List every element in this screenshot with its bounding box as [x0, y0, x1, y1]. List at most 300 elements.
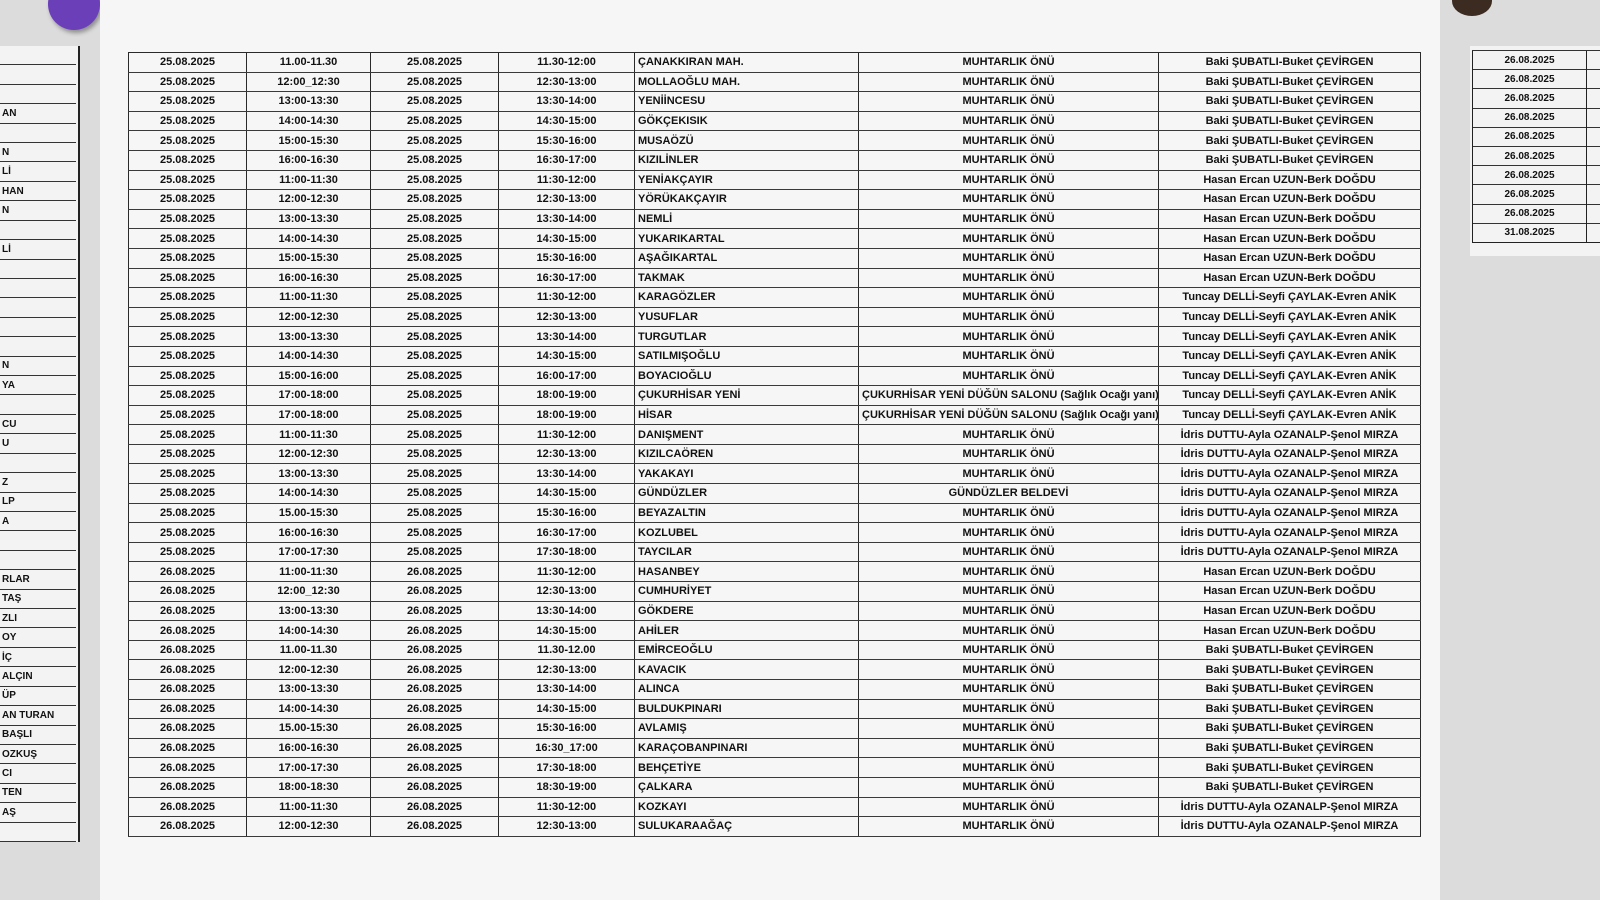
location-cell: AHİLER	[635, 621, 859, 641]
location-cell: GÜNDÜZLER	[635, 484, 859, 504]
date-cell-2: 25.08.2025	[371, 523, 499, 543]
date-cell-2: 25.08.2025	[371, 366, 499, 386]
date-cell-2: 26.08.2025	[371, 621, 499, 641]
right-empty-cell	[1587, 108, 1600, 127]
time-cell: 12:00_12:30	[247, 582, 371, 602]
date-cell: 26.08.2025	[129, 601, 247, 621]
time-cell: 17:00-17:30	[247, 758, 371, 778]
time-cell: 14:00-14:30	[247, 484, 371, 504]
table-row	[129, 327, 1421, 347]
location-cell: ÇALKARA	[635, 777, 859, 797]
left-fragment-cell: RLAR	[0, 570, 76, 589]
time-cell: 16:00-16:30	[247, 150, 371, 170]
staff-cell: Tuncay DELLİ-Seyfi ÇAYLAK-Evren ANİK	[1159, 405, 1421, 425]
date-cell-2: 26.08.2025	[371, 738, 499, 758]
right-empty-cell	[1587, 51, 1600, 70]
time-cell: 12:00-12:30	[247, 660, 371, 680]
right-table-row	[1473, 204, 1600, 223]
location-cell: KARAGÖZLER	[635, 288, 859, 308]
staff-cell: Tuncay DELLİ-Seyfi ÇAYLAK-Evren ANİK	[1159, 366, 1421, 386]
place-cell: MUHTARLIK ÖNÜ	[859, 680, 1159, 700]
staff-cell: İdris DUTTU-Ayla OZANALP-Şenol MIRZA	[1159, 817, 1421, 837]
location-cell: ALINCA	[635, 680, 859, 700]
staff-cell: Baki ŞUBATLI-Buket ÇEVİRGEN	[1159, 72, 1421, 92]
time-cell: 13:00-13:30	[247, 680, 371, 700]
date-cell: 26.08.2025	[129, 738, 247, 758]
time-cell-2: 16:30-17:00	[499, 523, 635, 543]
right-table-row	[1473, 127, 1600, 146]
table-row	[129, 209, 1421, 229]
table-row	[129, 72, 1421, 92]
left-fragment-cell: İÇ	[0, 648, 76, 667]
staff-cell: Hasan Ercan UZUN-Berk DOĞDU	[1159, 190, 1421, 210]
dark-pushpin	[1452, 0, 1492, 16]
date-cell-2: 25.08.2025	[371, 464, 499, 484]
time-cell: 11:00-11:30	[247, 170, 371, 190]
left-fragment-cell	[0, 85, 76, 104]
right-date-cell: 31.08.2025	[1473, 223, 1587, 242]
right-table-row	[1473, 51, 1600, 70]
staff-cell: Baki ŞUBATLI-Buket ÇEVİRGEN	[1159, 92, 1421, 112]
left-fragment-cell: YA	[0, 376, 76, 395]
date-cell-2: 25.08.2025	[371, 327, 499, 347]
right-table-row	[1473, 89, 1600, 108]
time-cell-2: 15:30-16:00	[499, 131, 635, 151]
time-cell-2: 14:30-15:00	[499, 621, 635, 641]
time-cell: 15:00-16:00	[247, 366, 371, 386]
time-cell: 16:00-16:30	[247, 523, 371, 543]
date-cell: 25.08.2025	[129, 542, 247, 562]
staff-cell: İdris DUTTU-Ayla OZANALP-Şenol MIRZA	[1159, 425, 1421, 445]
time-cell: 17:00-18:00	[247, 405, 371, 425]
time-cell: 17:00-18:00	[247, 386, 371, 406]
date-cell: 25.08.2025	[129, 288, 247, 308]
location-cell: HASANBEY	[635, 562, 859, 582]
table-row	[129, 640, 1421, 660]
left-fragment-cell: AN	[0, 104, 76, 123]
location-cell: YAKAKAYI	[635, 464, 859, 484]
left-fragment-cell: Z	[0, 473, 76, 492]
date-cell-2: 25.08.2025	[371, 111, 499, 131]
left-fragment-cell: CU	[0, 415, 76, 434]
time-cell-2: 14:30-15:00	[499, 346, 635, 366]
table-row	[129, 503, 1421, 523]
right-empty-cell	[1587, 70, 1600, 89]
date-cell-2: 25.08.2025	[371, 444, 499, 464]
location-cell: YUKARIKARTAL	[635, 229, 859, 249]
staff-cell: Hasan Ercan UZUN-Berk DOĞDU	[1159, 601, 1421, 621]
left-fragment-cell: Lİ	[0, 162, 76, 181]
left-fragment-cell: N	[0, 143, 76, 162]
date-cell-2: 25.08.2025	[371, 484, 499, 504]
place-cell: MUHTARLIK ÖNÜ	[859, 248, 1159, 268]
table-row	[129, 346, 1421, 366]
left-fragment-cell: N	[0, 201, 76, 220]
staff-cell: Hasan Ercan UZUN-Berk DOĞDU	[1159, 248, 1421, 268]
table-row	[129, 229, 1421, 249]
table-row	[129, 660, 1421, 680]
staff-cell: Baki ŞUBATLI-Buket ÇEVİRGEN	[1159, 131, 1421, 151]
date-cell-2: 25.08.2025	[371, 170, 499, 190]
table-row	[129, 797, 1421, 817]
place-cell: MUHTARLIK ÖNÜ	[859, 523, 1159, 543]
location-cell: YUSUFLAR	[635, 307, 859, 327]
date-cell-2: 25.08.2025	[371, 405, 499, 425]
time-cell: 14:00-14:30	[247, 346, 371, 366]
place-cell: ÇUKURHİSAR YENİ DÜĞÜN SALONU (Sağlık Ocağı yanı)	[859, 405, 1159, 425]
time-cell-2: 13:30-14:00	[499, 601, 635, 621]
left-fragment-cell	[0, 318, 76, 337]
staff-cell: İdris DUTTU-Ayla OZANALP-Şenol MIRZA	[1159, 523, 1421, 543]
date-cell-2: 25.08.2025	[371, 307, 499, 327]
location-cell: BULDUKPINARI	[635, 699, 859, 719]
time-cell: 12:00-12:30	[247, 190, 371, 210]
time-cell-2: 17:30-18:00	[499, 542, 635, 562]
left-fragment-cell: ZLI	[0, 609, 76, 628]
table-row	[129, 542, 1421, 562]
right-date-cell: 26.08.2025	[1473, 89, 1587, 108]
date-cell: 25.08.2025	[129, 386, 247, 406]
table-row	[129, 680, 1421, 700]
location-cell: GÖKÇEKISIK	[635, 111, 859, 131]
left-fragment-cell: Lİ	[0, 240, 76, 259]
place-cell: MUHTARLIK ÖNÜ	[859, 464, 1159, 484]
location-cell: ÇUKURHİSAR YENİ	[635, 386, 859, 406]
location-cell: KAVACIK	[635, 660, 859, 680]
staff-cell: Hasan Ercan UZUN-Berk DOĞDU	[1159, 621, 1421, 641]
right-table-row	[1473, 223, 1600, 242]
location-cell: BEHÇETİYE	[635, 758, 859, 778]
date-cell: 25.08.2025	[129, 484, 247, 504]
time-cell-2: 11:30-12:00	[499, 425, 635, 445]
date-cell-2: 26.08.2025	[371, 719, 499, 739]
staff-cell: Hasan Ercan UZUN-Berk DOĞDU	[1159, 170, 1421, 190]
time-cell-2: 15:30-16:00	[499, 719, 635, 739]
location-cell: BOYACIOĞLU	[635, 366, 859, 386]
time-cell-2: 12:30-13:00	[499, 444, 635, 464]
place-cell: MUHTARLIK ÖNÜ	[859, 425, 1159, 445]
left-fragment-cell: U	[0, 434, 76, 453]
date-cell: 26.08.2025	[129, 719, 247, 739]
location-cell: YENİİNCESU	[635, 92, 859, 112]
left-fragment-cell: AN TURAN	[0, 706, 76, 725]
date-cell-2: 25.08.2025	[371, 53, 499, 73]
location-cell: CUMHURİYET	[635, 582, 859, 602]
time-cell-2: 12:30-13:00	[499, 72, 635, 92]
time-cell-2: 17:30-18:00	[499, 758, 635, 778]
left-fragment-cell: AŞ	[0, 803, 76, 822]
location-cell: ÇANAKKIRAN MAH.	[635, 53, 859, 73]
place-cell: MUHTARLIK ÖNÜ	[859, 307, 1159, 327]
left-fragment-cell	[0, 298, 76, 317]
table-row	[129, 425, 1421, 445]
staff-cell: İdris DUTTU-Ayla OZANALP-Şenol MIRZA	[1159, 444, 1421, 464]
staff-cell: Baki ŞUBATLI-Buket ÇEVİRGEN	[1159, 680, 1421, 700]
time-cell: 15.00-15:30	[247, 503, 371, 523]
purple-pushpin	[48, 0, 100, 30]
time-cell-2: 11:30-12:00	[499, 288, 635, 308]
time-cell: 12:00-12:30	[247, 817, 371, 837]
place-cell: MUHTARLIK ÖNÜ	[859, 288, 1159, 308]
location-cell: BEYAZALTIN	[635, 503, 859, 523]
location-cell: MOLLAOĞLU MAH.	[635, 72, 859, 92]
time-cell-2: 12:30-13:00	[499, 190, 635, 210]
staff-cell: Baki ŞUBATLI-Buket ÇEVİRGEN	[1159, 719, 1421, 739]
table-row	[129, 170, 1421, 190]
date-cell: 25.08.2025	[129, 444, 247, 464]
time-cell-2: 14:30-15:00	[499, 699, 635, 719]
left-fragment-cell	[0, 279, 76, 298]
staff-cell: Tuncay DELLİ-Seyfi ÇAYLAK-Evren ANİK	[1159, 307, 1421, 327]
place-cell: MUHTARLIK ÖNÜ	[859, 92, 1159, 112]
time-cell: 13:00-13:30	[247, 464, 371, 484]
location-cell: AŞAĞIKARTAL	[635, 248, 859, 268]
time-cell: 16:00-16:30	[247, 738, 371, 758]
right-date-cell: 26.08.2025	[1473, 166, 1587, 185]
date-cell-2: 26.08.2025	[371, 640, 499, 660]
location-cell: KARAÇOBANPINARI	[635, 738, 859, 758]
date-cell: 25.08.2025	[129, 190, 247, 210]
place-cell: MUHTARLIK ÖNÜ	[859, 601, 1159, 621]
date-cell: 25.08.2025	[129, 268, 247, 288]
location-cell: SULUKARAAĞAÇ	[635, 817, 859, 837]
time-cell: 11.00-11.30	[247, 640, 371, 660]
time-cell: 13:00-13:30	[247, 601, 371, 621]
time-cell-2: 11.30-12.00	[499, 640, 635, 660]
place-cell: MUHTARLIK ÖNÜ	[859, 542, 1159, 562]
date-cell: 25.08.2025	[129, 111, 247, 131]
right-empty-cell	[1587, 185, 1600, 204]
place-cell: MUHTARLIK ÖNÜ	[859, 53, 1159, 73]
table-row	[129, 758, 1421, 778]
time-cell: 13:00-13:30	[247, 327, 371, 347]
location-cell: KIZILİNLER	[635, 150, 859, 170]
date-cell: 26.08.2025	[129, 640, 247, 660]
date-cell: 26.08.2025	[129, 680, 247, 700]
location-cell: HİSAR	[635, 405, 859, 425]
place-cell: MUHTARLIK ÖNÜ	[859, 346, 1159, 366]
place-cell: MUHTARLIK ÖNÜ	[859, 817, 1159, 837]
left-fragment-cell	[0, 454, 76, 473]
location-cell: EMİRCEOĞLU	[635, 640, 859, 660]
time-cell-2: 11.30-12:00	[499, 53, 635, 73]
location-cell: NEMLİ	[635, 209, 859, 229]
location-cell: TURGUTLAR	[635, 327, 859, 347]
left-fragment-cell: A	[0, 512, 76, 531]
date-cell: 25.08.2025	[129, 523, 247, 543]
date-cell-2: 25.08.2025	[371, 209, 499, 229]
time-cell-2: 13:30-14:00	[499, 209, 635, 229]
time-cell-2: 11:30-12:00	[499, 797, 635, 817]
time-cell: 13:00-13:30	[247, 92, 371, 112]
right-empty-cell	[1587, 127, 1600, 146]
date-cell-2: 26.08.2025	[371, 582, 499, 602]
place-cell: MUHTARLIK ÖNÜ	[859, 660, 1159, 680]
date-cell-2: 25.08.2025	[371, 72, 499, 92]
right-date-cell: 26.08.2025	[1473, 185, 1587, 204]
time-cell-2: 12:30-13:00	[499, 817, 635, 837]
table-row	[129, 366, 1421, 386]
date-cell-2: 26.08.2025	[371, 660, 499, 680]
date-cell: 25.08.2025	[129, 209, 247, 229]
table-row	[129, 268, 1421, 288]
place-cell: MUHTARLIK ÖNÜ	[859, 170, 1159, 190]
table-row	[129, 699, 1421, 719]
staff-cell: Baki ŞUBATLI-Buket ÇEVİRGEN	[1159, 660, 1421, 680]
date-cell-2: 25.08.2025	[371, 503, 499, 523]
date-cell: 26.08.2025	[129, 777, 247, 797]
left-fragment-cell: OY	[0, 628, 76, 647]
date-cell-2: 25.08.2025	[371, 386, 499, 406]
right-empty-cell	[1587, 223, 1600, 242]
time-cell-2: 11:30-12:00	[499, 170, 635, 190]
time-cell-2: 12:30-13:00	[499, 582, 635, 602]
time-cell-2: 13:30-14:00	[499, 680, 635, 700]
date-cell: 25.08.2025	[129, 405, 247, 425]
right-date-cell: 26.08.2025	[1473, 204, 1587, 223]
table-row	[129, 738, 1421, 758]
left-fragment-cell	[0, 551, 76, 570]
right-table-row	[1473, 108, 1600, 127]
date-cell-2: 26.08.2025	[371, 797, 499, 817]
date-cell: 26.08.2025	[129, 817, 247, 837]
place-cell: MUHTARLIK ÖNÜ	[859, 229, 1159, 249]
staff-cell: Hasan Ercan UZUN-Berk DOĞDU	[1159, 562, 1421, 582]
date-cell-2: 25.08.2025	[371, 150, 499, 170]
time-cell-2: 15:30-16:00	[499, 503, 635, 523]
time-cell-2: 15:30-16:00	[499, 248, 635, 268]
table-row	[129, 719, 1421, 739]
date-cell: 25.08.2025	[129, 150, 247, 170]
staff-cell: Baki ŞUBATLI-Buket ÇEVİRGEN	[1159, 111, 1421, 131]
staff-cell: Baki ŞUBATLI-Buket ÇEVİRGEN	[1159, 150, 1421, 170]
table-row	[129, 777, 1421, 797]
left-fragment-cell	[0, 221, 76, 240]
location-cell: MUSAÖZÜ	[635, 131, 859, 151]
date-cell: 25.08.2025	[129, 425, 247, 445]
staff-cell: Tuncay DELLİ-Seyfi ÇAYLAK-Evren ANİK	[1159, 346, 1421, 366]
date-cell: 25.08.2025	[129, 53, 247, 73]
date-cell: 25.08.2025	[129, 170, 247, 190]
date-cell: 26.08.2025	[129, 582, 247, 602]
staff-cell: İdris DUTTU-Ayla OZANALP-Şenol MIRZA	[1159, 797, 1421, 817]
time-cell: 12:00-12:30	[247, 307, 371, 327]
date-cell-2: 25.08.2025	[371, 288, 499, 308]
staff-cell: Baki ŞUBATLI-Buket ÇEVİRGEN	[1159, 777, 1421, 797]
right-empty-cell	[1587, 146, 1600, 165]
date-cell: 25.08.2025	[129, 307, 247, 327]
left-fragment-cell: N	[0, 357, 76, 376]
date-cell-2: 25.08.2025	[371, 425, 499, 445]
date-cell: 25.08.2025	[129, 503, 247, 523]
staff-cell: Hasan Ercan UZUN-Berk DOĞDU	[1159, 229, 1421, 249]
place-cell: MUHTARLIK ÖNÜ	[859, 738, 1159, 758]
right-empty-cell	[1587, 166, 1600, 185]
table-row	[129, 562, 1421, 582]
location-cell: GÖKDERE	[635, 601, 859, 621]
date-cell-2: 25.08.2025	[371, 346, 499, 366]
time-cell: 13:00-13:30	[247, 209, 371, 229]
date-cell-2: 25.08.2025	[371, 131, 499, 151]
time-cell: 12:00-12:30	[247, 444, 371, 464]
schedule-table	[128, 52, 1421, 837]
table-row	[129, 190, 1421, 210]
time-cell-2: 18:00-19:00	[499, 386, 635, 406]
left-fragment-cell	[0, 65, 76, 84]
staff-cell: Tuncay DELLİ-Seyfi ÇAYLAK-Evren ANİK	[1159, 288, 1421, 308]
time-cell: 11:00-11:30	[247, 288, 371, 308]
date-cell: 25.08.2025	[129, 72, 247, 92]
place-cell: MUHTARLIK ÖNÜ	[859, 150, 1159, 170]
table-row	[129, 131, 1421, 151]
table-row	[129, 621, 1421, 641]
staff-cell: Tuncay DELLİ-Seyfi ÇAYLAK-Evren ANİK	[1159, 327, 1421, 347]
date-cell-2: 26.08.2025	[371, 817, 499, 837]
right-empty-cell	[1587, 204, 1600, 223]
time-cell: 17:00-17:30	[247, 542, 371, 562]
time-cell: 14:00-14:30	[247, 699, 371, 719]
time-cell: 15:00-15:30	[247, 248, 371, 268]
place-cell: MUHTARLIK ÖNÜ	[859, 719, 1159, 739]
left-fragment-cell: TEN	[0, 784, 76, 803]
right-table-row	[1473, 166, 1600, 185]
date-cell: 25.08.2025	[129, 229, 247, 249]
location-cell: AVLAMIŞ	[635, 719, 859, 739]
time-cell: 14:00-14:30	[247, 111, 371, 131]
table-row	[129, 150, 1421, 170]
time-cell: 14:00-14:30	[247, 621, 371, 641]
time-cell-2: 16:30_17:00	[499, 738, 635, 758]
place-cell: MUHTARLIK ÖNÜ	[859, 111, 1159, 131]
table-row	[129, 484, 1421, 504]
time-cell: 16:00-16:30	[247, 268, 371, 288]
date-cell: 25.08.2025	[129, 327, 247, 347]
table-row	[129, 601, 1421, 621]
table-row	[129, 405, 1421, 425]
date-cell-2: 25.08.2025	[371, 92, 499, 112]
location-cell: SATILMIŞOĞLU	[635, 346, 859, 366]
place-cell: MUHTARLIK ÖNÜ	[859, 72, 1159, 92]
left-fragment-cell	[0, 531, 76, 550]
time-cell-2: 14:30-15:00	[499, 484, 635, 504]
date-cell: 25.08.2025	[129, 248, 247, 268]
date-cell-2: 26.08.2025	[371, 777, 499, 797]
table-row	[129, 307, 1421, 327]
left-fragment-cell	[0, 124, 76, 143]
date-cell-2: 25.08.2025	[371, 268, 499, 288]
place-cell: ÇUKURHİSAR YENİ DÜĞÜN SALONU (Sağlık Ocağı yanı)	[859, 386, 1159, 406]
left-fragment-cell: BAŞLI	[0, 726, 76, 745]
staff-cell: Hasan Ercan UZUN-Berk DOĞDU	[1159, 209, 1421, 229]
date-cell: 25.08.2025	[129, 92, 247, 112]
date-cell: 26.08.2025	[129, 699, 247, 719]
time-cell-2: 16:00-17:00	[499, 366, 635, 386]
left-fragment-cell	[0, 46, 76, 65]
date-cell-2: 26.08.2025	[371, 680, 499, 700]
left-fragment-cell: LP	[0, 493, 76, 512]
place-cell: MUHTARLIK ÖNÜ	[859, 582, 1159, 602]
date-cell-2: 25.08.2025	[371, 542, 499, 562]
date-cell-2: 26.08.2025	[371, 601, 499, 621]
right-table-row	[1473, 146, 1600, 165]
table-row	[129, 111, 1421, 131]
time-cell-2: 16:30-17:00	[499, 150, 635, 170]
place-cell: MUHTARLIK ÖNÜ	[859, 777, 1159, 797]
table-row	[129, 444, 1421, 464]
time-cell: 11:00-11:30	[247, 425, 371, 445]
left-partial-sheet	[0, 46, 80, 842]
date-cell: 26.08.2025	[129, 797, 247, 817]
